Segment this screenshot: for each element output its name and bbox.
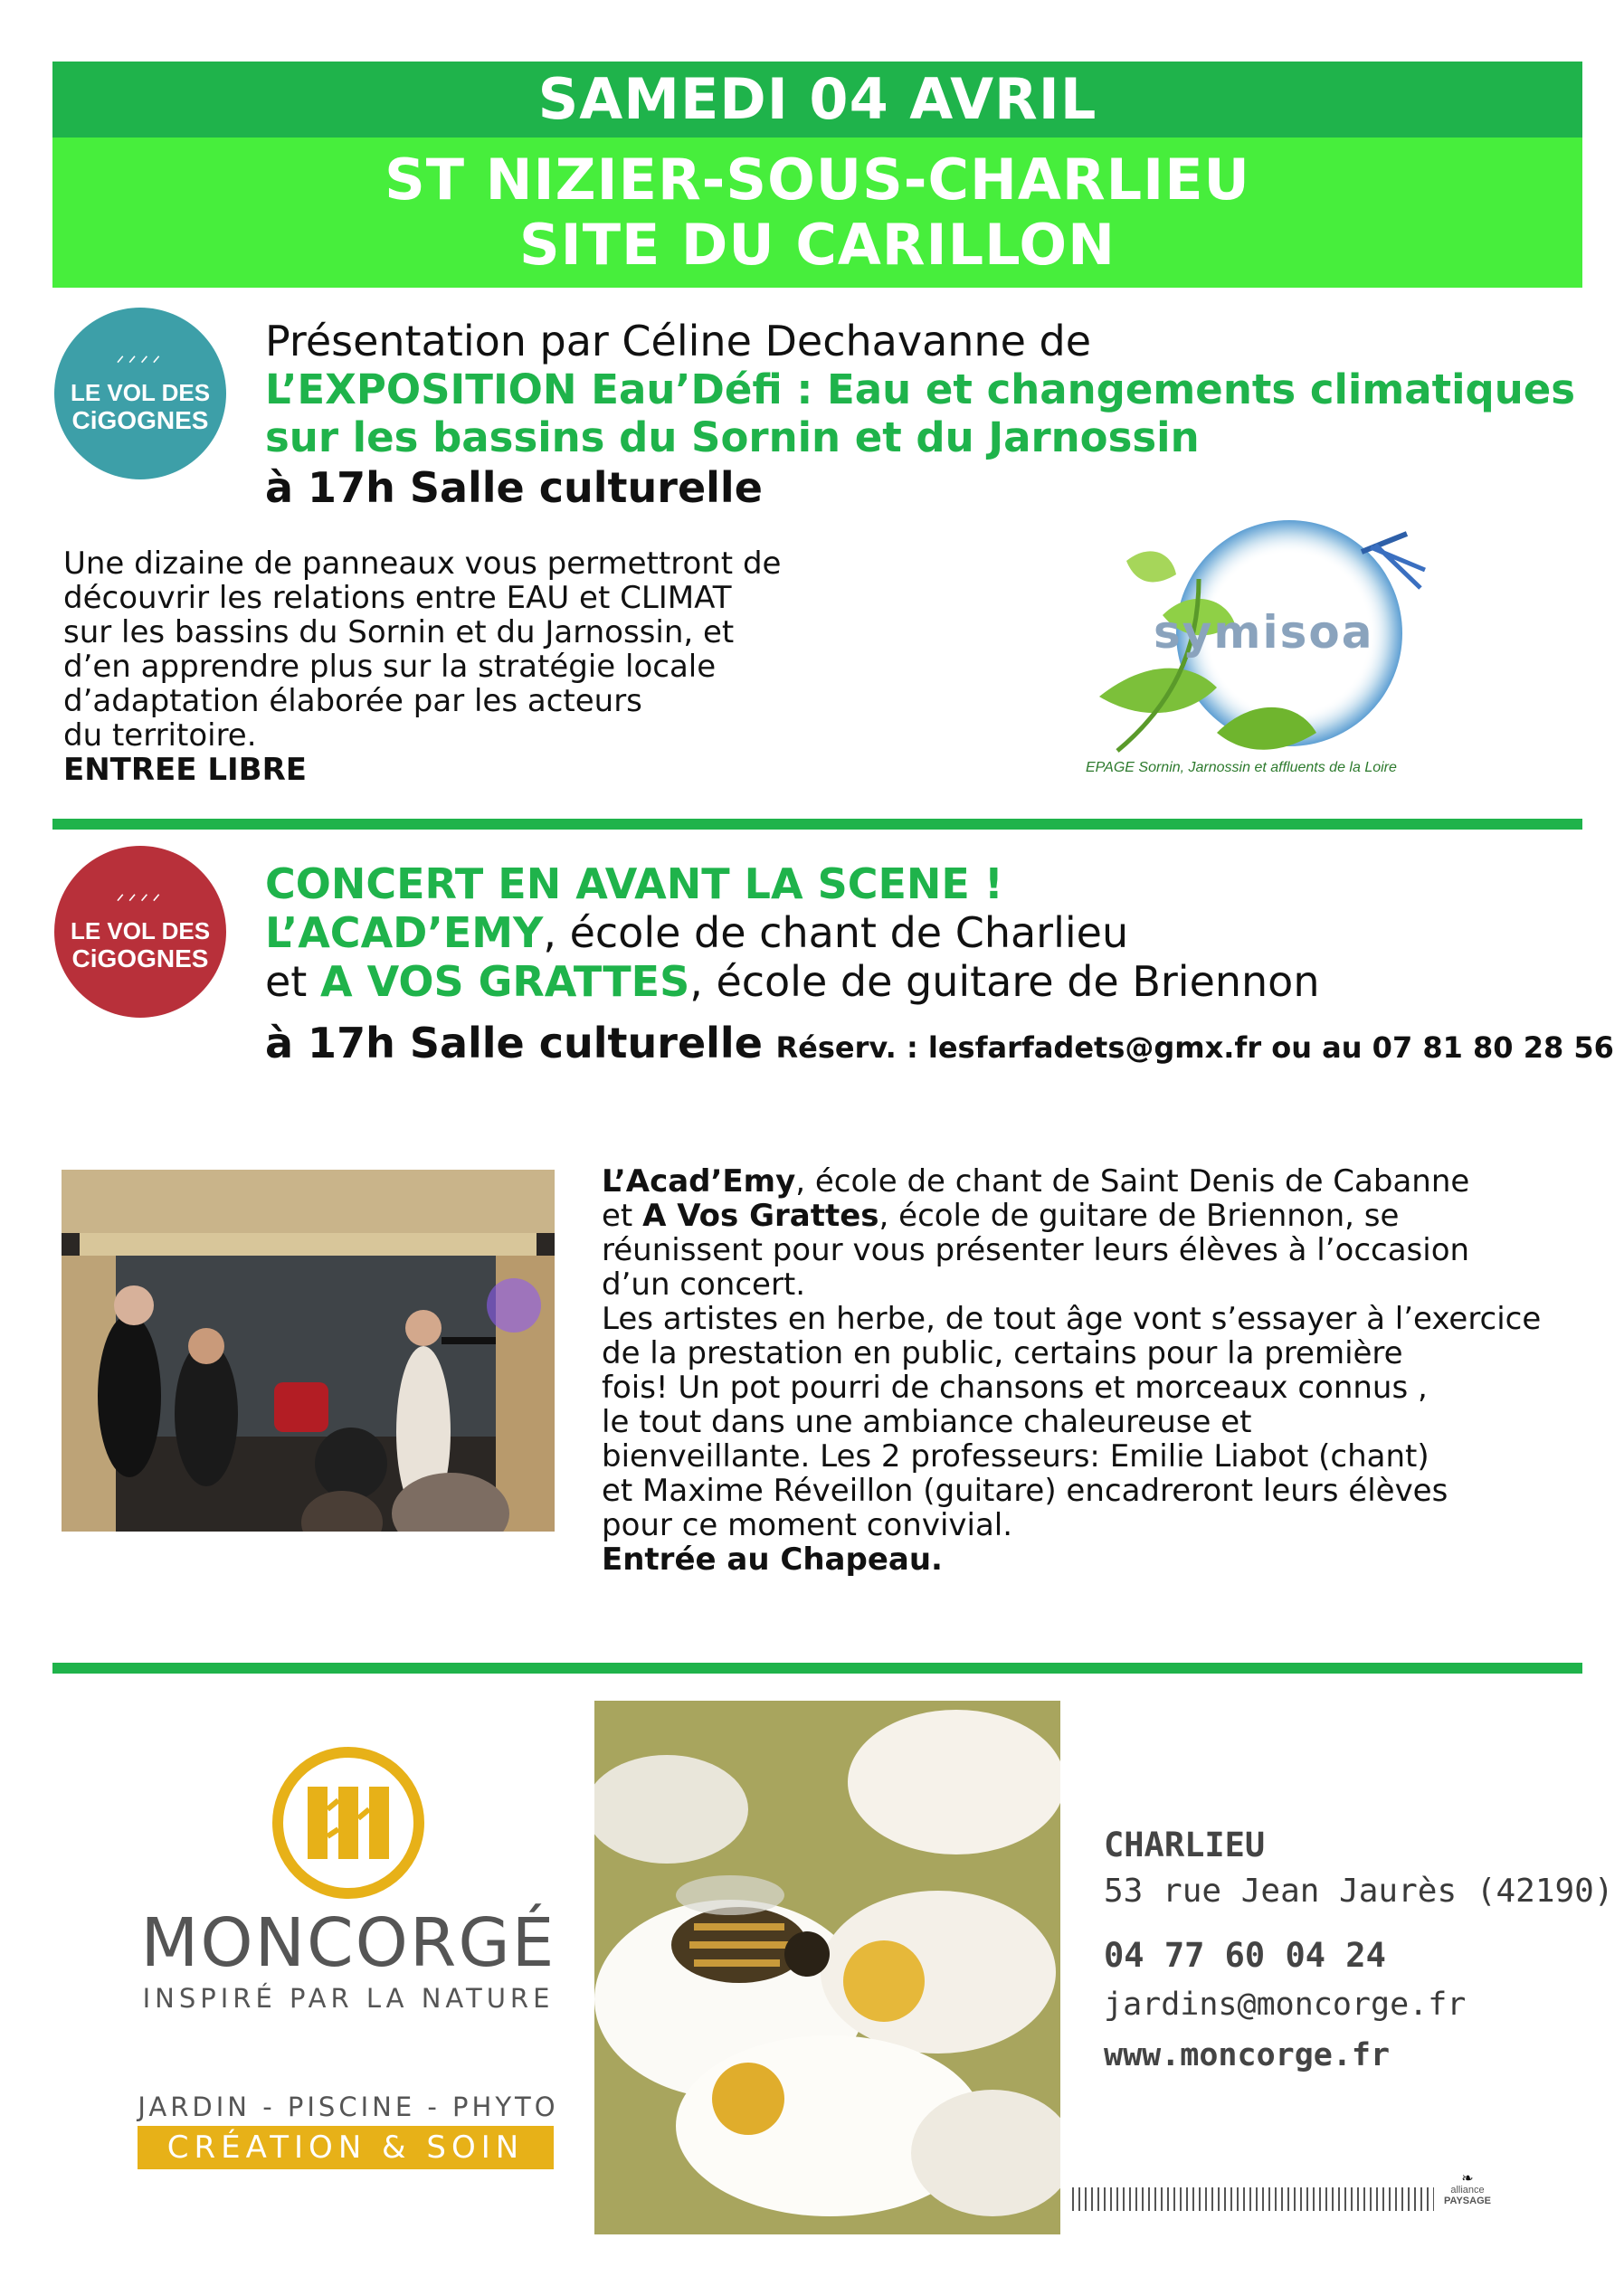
contact-phone: 04 77 60 04 24 — [1104, 1936, 1386, 1975]
grattes-name: A VOS GRATTES — [319, 957, 690, 1006]
concert-desc-line1-rest: , école de chant de Saint Denis de Cabanne — [795, 1163, 1470, 1200]
concert-desc-line: Les artistes en herbe, de tout âge vont s’essayer à l’exercice — [602, 1301, 1542, 1337]
logo-line1: LE VOL DES — [70, 379, 211, 406]
date-banner — [52, 62, 1582, 138]
vol-des-cigognes-logo-teal — [54, 308, 226, 479]
exposition-description — [63, 546, 841, 787]
academy-desc-name: L’Acad’Emy — [602, 1163, 796, 1200]
symisoa-caption: EPAGE Sornin, Jarnossin et affluents de la Loire — [1086, 760, 1397, 775]
moncorge-creation-banner: CRÉATION & SOIN — [138, 2126, 554, 2169]
exposition-title-line1: L’EXPOSITION Eau’Défi : Eau et changements climatiques — [265, 365, 1576, 413]
exposition-time: à 17h Salle culturelle — [265, 463, 763, 512]
exposition-entry: ENTREE LIBRE — [63, 752, 307, 788]
contact-address: 53 rue Jean Jaurès (42190) — [1104, 1873, 1614, 1910]
exposition-desc-line: Une dizaine de panneaux vous permettront de — [63, 545, 782, 582]
concert-desc-line2-pre: et — [602, 1198, 643, 1234]
exposition-title-line2: sur les bassins du Sornin et du Jarnossin — [265, 413, 1200, 461]
concert-desc-line2-rest: , école de guitare de Briennon, se — [878, 1198, 1400, 1234]
exposition-desc-line: du territoire. — [63, 717, 257, 754]
concert-title: CONCERT EN AVANT LA SCENE ! — [265, 859, 1003, 908]
moncorge-emblem-icon — [271, 1746, 425, 1900]
birds-icon: ᐟᐟᐟᐟ — [116, 352, 165, 375]
concert-heading — [265, 859, 1614, 1072]
exposition-desc-line: sur les bassins du Sornin et du Jarnossin, et — [63, 614, 735, 650]
event-date: SAMEDI 04 AVRIL — [537, 66, 1097, 132]
concert-desc-line2 — [602, 1199, 1597, 1233]
concert-time-row — [265, 1019, 1614, 1072]
contact-city: CHARLIEU — [1104, 1826, 1266, 1864]
location-line2: SITE DU CARILLON — [518, 212, 1116, 278]
concert-line2-rest: , école de chant de Charlieu — [543, 908, 1129, 957]
moncorge-services: JARDIN - PISCINE - PHYTO — [138, 2092, 559, 2122]
logo-line1: LE VOL DES — [70, 917, 211, 944]
concert-desc-line: pour ce moment convivial. — [602, 1507, 1013, 1543]
bee-flower-photo — [594, 1701, 1060, 2234]
concert-photo — [62, 1170, 555, 1532]
exposition-desc-line: découvrir les relations entre EAU et CLIMAT — [63, 580, 732, 616]
concert-desc-line1 — [602, 1164, 1597, 1199]
symisoa-logo — [1063, 507, 1443, 796]
exposition-desc-line: d’en apprendre plus sur la stratégie locale — [63, 649, 717, 685]
concert-desc-line: de la prestation en public, certains pour la première — [602, 1335, 1403, 1371]
concert-line3-pre: et — [265, 957, 320, 1006]
concert-desc-line: et Maxime Réveillon (guitare) encadreront leurs élèves — [602, 1473, 1448, 1509]
decorative-barcode-strip — [1072, 2187, 1434, 2211]
logo-line2: CiGOGNES — [71, 944, 209, 972]
concert-desc-line: bienveillante. Les 2 professeurs: Emilie Liabot (chant) — [602, 1438, 1429, 1475]
location-banner — [52, 138, 1582, 288]
concert-reservation: Réserv. : lesfarfadets@gmx.fr ou au 07 81 80 28 56 — [775, 1030, 1614, 1065]
logo-line2: CiGOGNES — [71, 406, 209, 434]
grattes-desc-name: A Vos Grattes — [642, 1198, 879, 1234]
concert-desc-line: fois! Un pot pourri de chansons et morceaux connus , — [602, 1370, 1428, 1406]
partner-line2: PAYSAGE — [1444, 2196, 1491, 2206]
contact-website[interactable]: www.moncorge.fr — [1104, 2037, 1391, 2073]
concert-desc-line: d’un concert. — [602, 1266, 806, 1303]
contact-email[interactable]: jardins@moncorge.fr — [1104, 1987, 1467, 2023]
exposition-intro: Présentation par Céline Dechavanne de — [265, 317, 1091, 365]
exposition-desc-line: d’adaptation élaborée par les acteurs — [63, 683, 642, 719]
partner-line1: alliance — [1450, 2185, 1485, 2196]
exposition-heading — [265, 317, 1586, 512]
concert-desc-line: le tout dans une ambiance chaleureuse et — [602, 1404, 1252, 1440]
concert-line3 — [265, 957, 1604, 1006]
academy-name: L’ACAD’EMY — [265, 908, 544, 957]
location-line1: ST NIZIER-SOUS-CHARLIEU — [385, 147, 1250, 213]
concert-time: à 17h Salle culturelle — [265, 1019, 763, 1067]
vol-des-cigognes-logo-red — [54, 846, 226, 1018]
concert-description — [602, 1164, 1597, 1577]
leaf-icon: ❧ — [1461, 2171, 1474, 2186]
concert-line2 — [265, 908, 1604, 957]
alliance-paysage-logo — [1440, 2171, 1495, 2206]
section-divider — [52, 819, 1582, 830]
symisoa-name: symisoa — [1154, 606, 1374, 659]
birds-icon: ᐟᐟᐟᐟ — [116, 890, 165, 913]
moncorge-brand: MONCORGÉ — [140, 1904, 556, 1982]
concert-entry: Entrée au Chapeau. — [602, 1541, 943, 1578]
moncorge-tagline: INSPIRÉ PAR LA NATURE — [142, 1983, 555, 2014]
concert-line3-rest: , école de guitare de Briennon — [689, 957, 1320, 1006]
concert-desc-line: réunissent pour vous présenter leurs élèves à l’occasion — [602, 1232, 1470, 1268]
section-divider — [52, 1663, 1582, 1674]
